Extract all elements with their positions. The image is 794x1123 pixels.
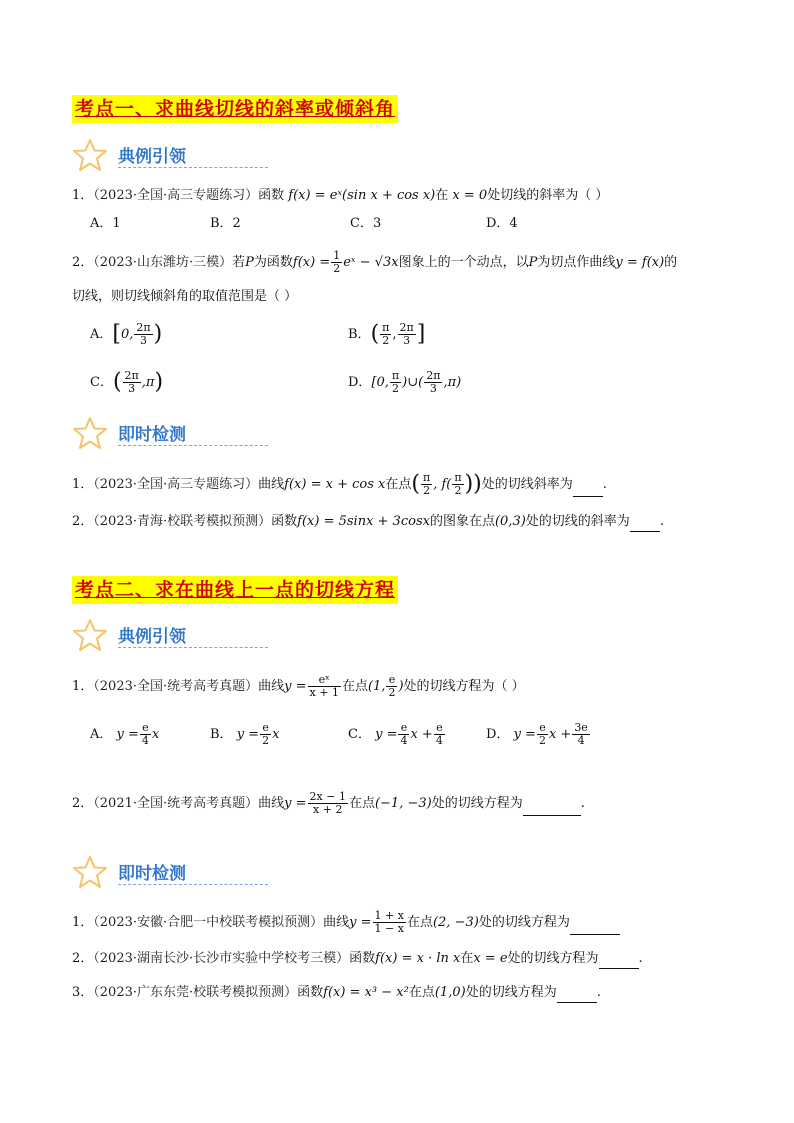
section-label: 典例引领 xyxy=(118,627,186,647)
formula: x = 0 xyxy=(452,188,488,203)
answer-blank[interactable] xyxy=(523,795,581,816)
answer-blank[interactable] xyxy=(630,511,660,532)
star-icon xyxy=(72,416,108,450)
question-t1-chk-1: 1．（2023·全国·高三专题练习）曲线f(x) = x + cos x在点( $\frac{\pi}{2}$ , f( $\frac{\pi}{2}$ ))处的切线斜率为 . xyxy=(72,471,607,497)
formula: f(x) = x · ln x xyxy=(375,951,461,966)
question-t1-ex-2 xyxy=(72,250,677,275)
question-source: （2023·山东潍坊·三模） xyxy=(93,255,233,270)
question-t1-ex-2-line2: 切线，则切线倾斜角的取值范围是（ ） xyxy=(72,289,298,304)
section-label: 即时检测 xyxy=(118,425,186,445)
question-number: 2． xyxy=(72,255,94,270)
option-b: B．2 xyxy=(210,216,241,231)
question-t1-ex-1 xyxy=(72,186,608,206)
formula: P xyxy=(528,255,538,270)
section-underline xyxy=(118,884,268,885)
question-text: 为切点作曲线 xyxy=(537,255,616,270)
answer-blank[interactable] xyxy=(599,948,639,969)
formula: x = e xyxy=(473,951,508,966)
formula: (1,0) xyxy=(434,985,466,1000)
option-d: D． y = $\frac{e}{2}$ x + $\frac{3e}{4}$ xyxy=(486,721,588,747)
option-c: C．( $\frac{2\pi}{3}$ ,π) xyxy=(90,369,164,395)
formula: f(x) = x³ − x² xyxy=(323,985,409,1000)
section-underline xyxy=(118,167,268,168)
question-text: 若 xyxy=(232,255,246,270)
option-d: D．[0, $\frac{\pi}{2}$ )∪( $\frac{2\pi}{3}$ ,π) xyxy=(348,369,462,395)
option-b: B．( $\frac{\pi}{2}$ , $\frac{2\pi}{3}$ ] xyxy=(348,321,426,347)
question-t2-ex-2: 2．（2021·全国·统考高考真题）曲线y = $\frac{2x - 1}{x + 2}$ 在点(−1, −3)处的切线方程为 . xyxy=(72,790,585,816)
question-text: 函数 xyxy=(258,188,285,203)
answer-blank[interactable] xyxy=(557,982,597,1003)
question-text: 的 xyxy=(664,255,678,270)
question-t1-chk-2: 2．（2023·青海·校联考模拟预测）函数f(x) = 5sinx + 3cosx的图象在点(0,3)处的切线的斜率为 . xyxy=(72,511,664,532)
formula: f(x) = x + cos x xyxy=(284,477,386,492)
section-underline xyxy=(118,445,268,446)
answer-blank[interactable] xyxy=(573,476,603,497)
option-b: B． y = $\frac{e}{2}$ x xyxy=(210,721,280,747)
answer-blank[interactable] xyxy=(570,914,620,935)
star-icon xyxy=(72,618,108,652)
fraction: $\frac{1}{2}$ xyxy=(333,249,341,275)
question-text: 图象上的一个动点，以 xyxy=(398,255,529,270)
option-c: C． y = $\frac{e}{4}$ x + $\frac{e}{4}$ xyxy=(348,721,443,747)
formula: eˣ − √3x xyxy=(343,255,399,270)
formula: f(x) = xyxy=(292,255,331,270)
question-text: 在 xyxy=(435,188,449,203)
star-icon xyxy=(72,138,108,172)
topic-2-heading: 考点二、求在曲线上一点的切线方程 xyxy=(72,576,398,604)
question-t2-chk-1: 1．（2023·安徽·合肥一中校联考模拟预测）曲线y = $\frac{1 + x}{1 - x}$ 在点(2, −3)处的切线方程为 xyxy=(72,910,620,935)
question-text: 为函数 xyxy=(253,255,293,270)
section-label: 典例引领 xyxy=(118,147,186,167)
formula: f(x) = 5sinx + 3cosx xyxy=(297,514,430,529)
question-source: （2023·全国·高三专题练习） xyxy=(93,188,259,203)
formula: f(x) = eˣ(sin x + cos x) xyxy=(288,188,436,203)
section-underline xyxy=(118,647,268,648)
option-c: C．3 xyxy=(350,216,382,231)
question-number: 1． xyxy=(72,188,94,203)
formula: (0,3) xyxy=(494,514,526,529)
question-t2-chk-3: 3．（2023·广东东莞·校联考模拟预测）函数f(x) = x³ − x²在点(1,0)处的切线方程为 . xyxy=(72,982,601,1003)
option-a: A．[0, $\frac{2\pi}{3}$ ) xyxy=(90,321,163,347)
star-icon xyxy=(72,855,108,889)
option-a: A． y = $\frac{e}{4}$ x xyxy=(90,721,160,747)
question-t2-chk-2: 2．（2023·湖南长沙·长沙市实验中学校考三模）函数f(x) = x · ln x在x = e处的切线方程为 . xyxy=(72,948,643,969)
section-label: 即时检测 xyxy=(118,864,186,884)
question-t2-ex-1: 1．（2023·全国·统考高考真题）曲线y = $\frac{\text{eˣ}}{x + 1}$ 在点(1, $\frac{e}{2}$ )处的切线方程为（ ） xyxy=(72,673,525,699)
formula: y = f(x) xyxy=(615,255,665,270)
option-a: A．1 xyxy=(90,216,121,231)
formula: P xyxy=(245,255,254,270)
question-text: 处切线的斜率为（ ） xyxy=(487,188,609,203)
option-d: D．4 xyxy=(486,216,518,231)
topic-1-heading: 考点一、求曲线切线的斜率或倾斜角 xyxy=(72,95,398,123)
